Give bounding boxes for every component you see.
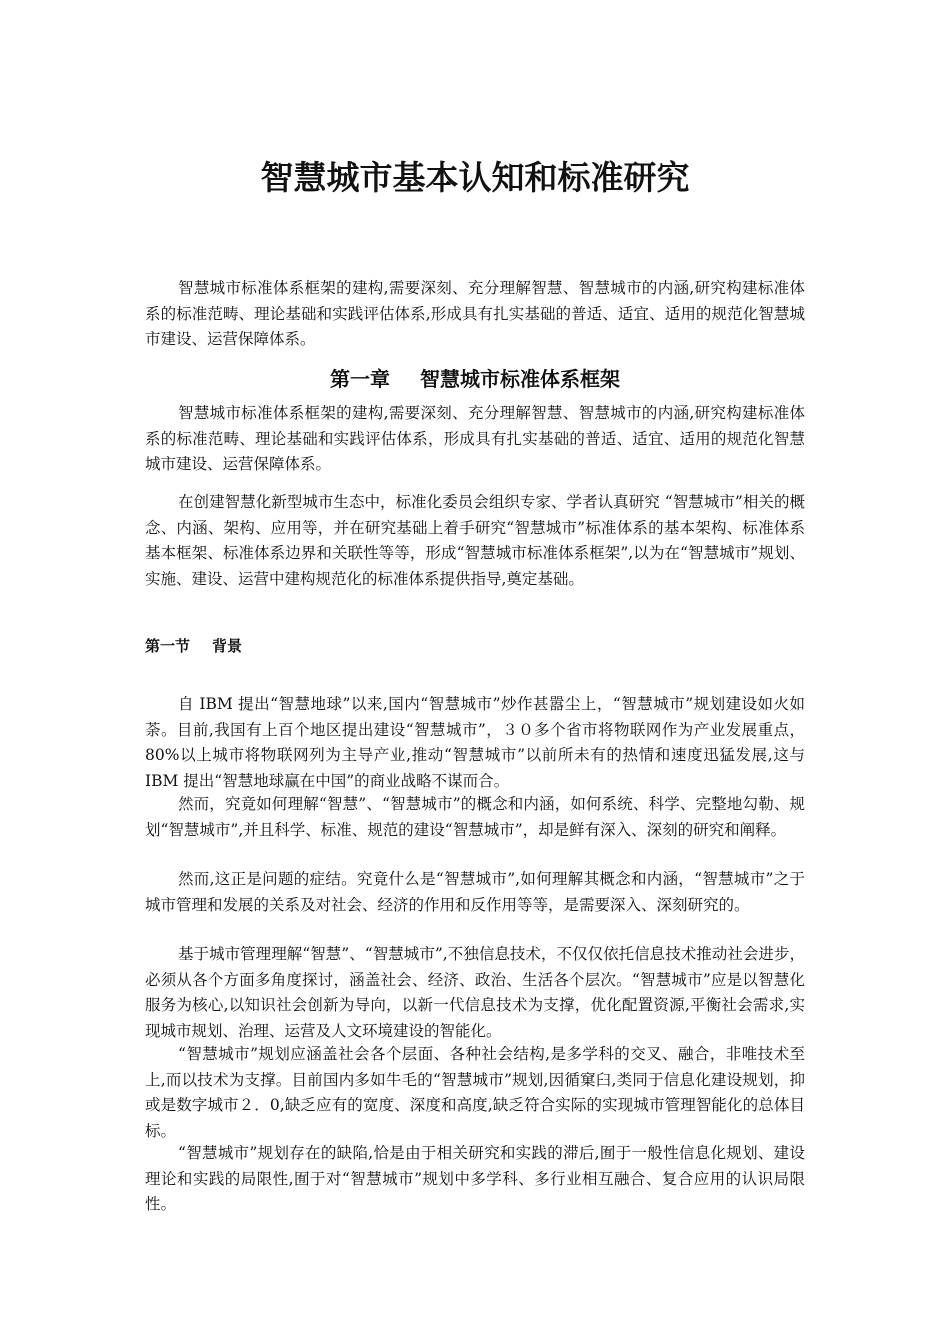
- section-heading: [145, 633, 242, 659]
- section-paragraph-4: 基于城市管理理解“智慧”、“智慧城市”,不独信息技术，不仅仅依托信息技术推动社会进步，必须从各个方面多角度探讨，涵盖社会、经济、政治、生活各个层次。“智慧城市”应是以智慧化服务为核心,以知识社会创新为导向，以新一代信息技术为支撑，优化配置资源,平衡社会需求,实现城市规划、治理、运营及人文环境建设的智能化。: [145, 945, 805, 1040]
- section-paragraph-2: 然而，究竟如何理解“智慧”、“智慧城市”的概念和内涵，如何系统、科学、完整地勾勒、规划“智慧城市”,并且科学、标准、规范的建设“智慧城市”，却是鲜有深入、深刻的研究和阐释。: [145, 795, 805, 839]
- chapter-paragraph-2: 在创建智慧化新型城市生态中，标准化委员会组织专家、学者认真研究 “智慧城市”相关的概念、内涵、架构、应用等，并在研究基础上着手研究“智慧城市”标准体系的基本架构、标准体系基本框架、标准体系边界和关联性等等，形成“智慧城市标准体系框架”,以为在“智慧城市”规划、实施、建设、运营中建构规范化的标准体系提供指导,奠定基础。: [145, 493, 805, 588]
- chapter-heading: [0, 364, 950, 394]
- chapter-name: 智慧城市标准体系框架: [420, 367, 620, 391]
- document-title: 智慧城市基本认知和标准研究: [260, 158, 690, 197]
- section-paragraph-6: “智慧城市”规划存在的缺陷,恰是由于相关研究和实践的滞后,囿于一般性信息化规划、建设理论和实践的局限性,囿于对“智慧城市”规划中多学科、多行业相互融合、复合应用的认识局限性。: [145, 1144, 805, 1213]
- chapter-number: 第一章: [330, 367, 390, 391]
- section-number: 第一节: [145, 637, 191, 655]
- section-paragraph-5: “智慧城市”规划应涵盖社会各个层面、各种社会结构,是多学科的交叉、融合，非唯技术至上,而以技术为支撑。目前国内多如牛毛的“智慧城市”规划,因循窠臼,类同于信息化建设规划，抑或是数字城市２．0,缺乏应有的宽度、深度和高度,缺乏符合实际的实现城市管理智能化的总体目标。: [145, 1045, 805, 1140]
- chapter-paragraph-1: 智慧城市标准体系框架的建构,需要深刻、充分理解智慧、智慧城市的内涵,研究构建标准体系的标准范畴、理论基础和实践评估体系，形成具有扎实基础的普适、适宜、适用的规范化智慧城市建设、运营保障体系。: [145, 404, 805, 473]
- section-paragraph-3: 然而,这正是问题的症结。究竟什么是“智慧城市”,如何理解其概念和内涵，“智慧城市”之于城市管理和发展的关系及对社会、经济的作用和反作用等等，是需要深入、深刻研究的。: [145, 870, 805, 914]
- intro-paragraph: 智慧城市标准体系框架的建构,需要深刻、充分理解智慧、智慧城市的内涵,研究构建标准体系的标准范畴、理论基础和实践评估体系,形成具有扎实基础的普适、适宜、适用的规范化智慧城市建设、运营保障体系。: [145, 279, 805, 348]
- section-name: 背景: [212, 637, 243, 655]
- section-paragraph-1: 自 IBM 提出“智慧地球”以来,国内“智慧城市”炒作甚嚣尘上，“智慧城市”规划建设如火如荼。目前,我国有上百个地区提出建设“智慧城市”，３０多个省市将物联网作为产业发展重点，80%以上城市将物联网列为主导产业,推动“智慧城市”以前所未有的热情和速度迅猛发展,这与 IBM 提出“智慧地球赢在中国”的商业战略不谋而合。: [145, 695, 805, 790]
